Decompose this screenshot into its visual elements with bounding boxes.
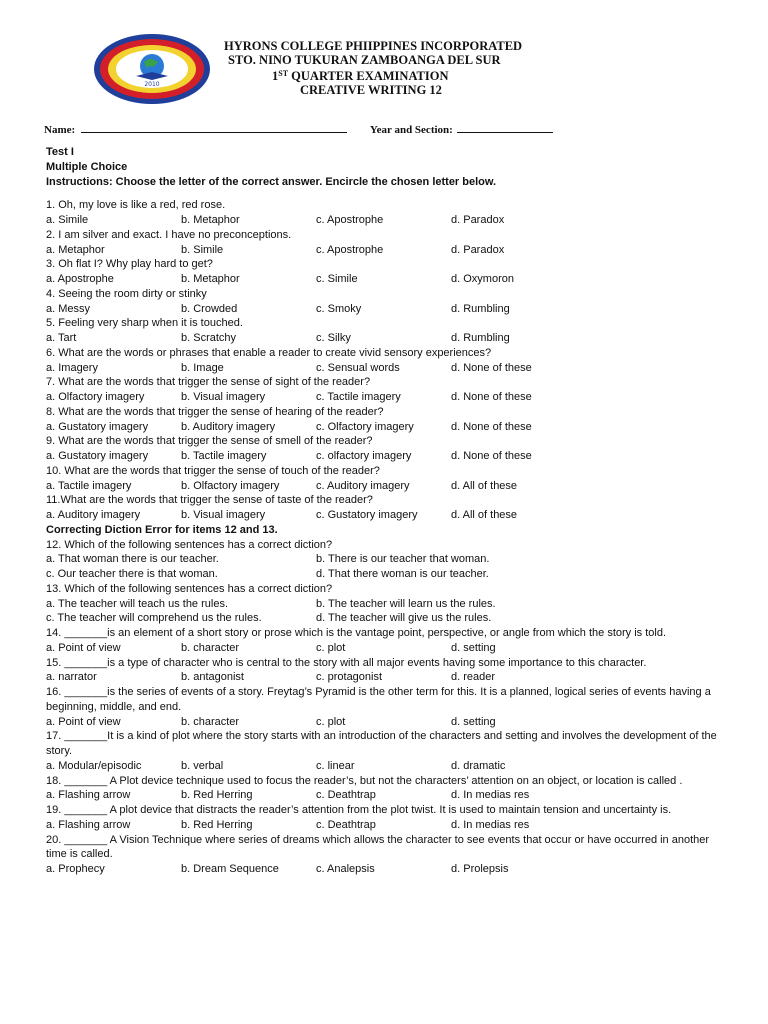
question-text: 10. What are the words that trigger the sense of touch of the reader?	[46, 464, 380, 477]
answer-choice[interactable]: d. setting	[451, 641, 496, 654]
answer-choice[interactable]: b. Dream Sequence	[181, 863, 279, 875]
answer-choice[interactable]: d. Oxymoron	[451, 273, 514, 285]
answer-choice[interactable]: b. Metaphor	[181, 273, 240, 285]
answer-choice[interactable]: a. Gustatory imagery	[46, 420, 149, 433]
answer-choice[interactable]: d. Rumbling	[451, 302, 510, 315]
answer-options	[46, 213, 726, 228]
answer-choice[interactable]: c. Silky	[316, 332, 351, 344]
answer-choice[interactable]: d. None of these	[451, 450, 532, 462]
answer-options	[46, 597, 726, 612]
logo-year: 2010	[144, 81, 160, 88]
answer-choice[interactable]: c. protagonist	[316, 671, 383, 684]
answer-options	[46, 449, 726, 464]
question-text: 1. Oh, my love is like a red, red rose.	[46, 199, 226, 212]
answer-choice[interactable]: c. olfactory imagery	[316, 450, 412, 462]
answer-choice[interactable]: d. All of these	[451, 479, 518, 492]
answer-choice[interactable]: d. The teacher will give us the rules.	[316, 612, 492, 625]
answer-choice[interactable]: d. None of these	[451, 391, 532, 403]
answer-choice[interactable]: a. Modular/episodic	[46, 759, 142, 772]
answer-choice[interactable]: d. That there woman is our teacher.	[316, 568, 489, 580]
answer-options	[46, 788, 726, 803]
answer-choice[interactable]: c. Apostrophe	[316, 243, 384, 256]
answer-choice[interactable]: a. Apostrophe	[46, 273, 114, 285]
answer-options	[46, 818, 726, 833]
answer-choice[interactable]: d. All of these	[451, 509, 518, 521]
question-text: 17. _______It is a kind of plot where the story starts with an introduction of the characters and setting and involves the development of the story.	[46, 730, 717, 757]
question-group-1	[46, 189, 726, 523]
year-section-label: Year and Section:	[369, 124, 453, 136]
answer-options	[46, 272, 726, 287]
answer-choice[interactable]: b. Olfactory imagery	[181, 479, 280, 492]
answer-options	[46, 508, 726, 523]
question-text: 5. Feeling very sharp when it is touched.	[46, 317, 243, 330]
answer-choice[interactable]: b. Crowded	[181, 302, 238, 315]
answer-choice[interactable]: b. verbal	[181, 759, 224, 772]
answer-choice[interactable]: a. Point of view	[46, 715, 121, 728]
question-text: 12. Which of the following sentences has a correct diction?	[46, 538, 333, 551]
question-text: 3. Oh flat I? Why play hard to get?	[46, 258, 213, 271]
answer-options	[46, 641, 726, 656]
header-text	[210, 40, 570, 97]
answer-options	[46, 243, 726, 258]
answer-options	[46, 611, 726, 626]
answer-choice[interactable]: b. There is our teacher that woman.	[316, 553, 490, 566]
question-group-2	[46, 538, 726, 627]
answer-choice[interactable]: c. plot	[316, 715, 346, 728]
question-text: 6. What are the words or phrases that enable a reader to create vivid sensory experiences?	[46, 346, 492, 359]
answer-choice[interactable]: a. narrator	[46, 671, 97, 684]
answer-choice[interactable]: c. Tactile imagery	[316, 391, 401, 403]
test-title: Test I	[46, 146, 74, 158]
question-text: 20. _______ A Vision Technique where series of dreams which allows the character to see events that occur or have occurred in another time is called.	[46, 833, 710, 861]
question-text: 15. _______is a type of character who is central to the story with all major events having some importance to this character.	[46, 656, 647, 669]
answer-choice[interactable]: d. Paradox	[451, 243, 505, 256]
answer-options	[46, 390, 726, 405]
question-text: 14. _______is an element of a short story or prose which is the vantage point, perspective, or angle from which the story is told.	[46, 627, 667, 639]
subject-title: CREATIVE WRITING 12	[300, 82, 442, 97]
answer-choice[interactable]: a. Metaphor	[46, 243, 105, 256]
answer-options	[46, 715, 726, 730]
answer-choice[interactable]: b. character	[181, 715, 240, 728]
question-text: 7. What are the words that trigger the sense of sight of the reader?	[46, 376, 371, 389]
answer-choice[interactable]: b. Image	[181, 361, 224, 374]
answer-choice[interactable]: a. Olfactory imagery	[46, 391, 145, 403]
answer-choice[interactable]: b. Simile	[181, 243, 224, 256]
answer-choice[interactable]: c. Auditory imagery	[316, 479, 410, 492]
question-text: 2. I am silver and exact. I have no preconceptions.	[46, 228, 292, 241]
answer-options	[46, 420, 726, 435]
answer-options	[46, 331, 726, 346]
answer-choice[interactable]: a. Messy	[46, 302, 91, 315]
answer-choice[interactable]: a. Tart	[46, 332, 77, 344]
answer-choice[interactable]: a. Gustatory imagery	[46, 450, 149, 462]
answer-choice[interactable]: b. Metaphor	[181, 214, 240, 226]
answer-choice[interactable]: b. Red Herring	[181, 789, 253, 802]
answer-choice[interactable]: d. None of these	[451, 420, 532, 433]
answer-choice[interactable]: b. character	[181, 641, 240, 654]
answer-choice[interactable]: c. plot	[316, 641, 346, 654]
question-text: 8. What are the words that trigger the sense of hearing of the reader?	[46, 405, 384, 418]
answer-choice[interactable]: a. Flashing arrow	[46, 789, 131, 802]
question-text: 13. Which of the following sentences has a correct diction?	[46, 582, 333, 595]
question-group-3	[46, 626, 726, 877]
answer-choice[interactable]: c. Sensual words	[316, 361, 400, 374]
answer-choice[interactable]: b. Tactile imagery	[181, 450, 267, 462]
answer-choice[interactable]: c. Analepsis	[316, 863, 375, 875]
answer-choice[interactable]: c. The teacher will comprehend us the rules.	[46, 612, 262, 625]
answer-choice[interactable]: c. Apostrophe	[316, 214, 384, 226]
exam-header	[0, 0, 768, 110]
answer-choice[interactable]: b. Auditory imagery	[181, 420, 276, 433]
answer-choice[interactable]: a. Point of view	[46, 641, 121, 654]
year-section-field[interactable]	[457, 122, 553, 133]
answer-choice[interactable]: d. In medias res	[451, 818, 530, 831]
answer-choice[interactable]: a. Prophecy	[46, 863, 105, 875]
answer-choice[interactable]: b. antagonist	[181, 671, 244, 684]
answer-options	[46, 552, 726, 567]
answer-choice[interactable]: c. linear	[316, 759, 355, 772]
answer-options	[46, 759, 726, 774]
answer-options	[46, 361, 726, 376]
answer-choice[interactable]: d. dramatic	[451, 759, 506, 772]
school-logo	[92, 32, 212, 106]
question-text: 18. _______ A Plot device technique used to focus the reader’s, but not the characters’ attention on an object, or location is called .	[46, 774, 683, 787]
answer-options	[46, 479, 726, 494]
school-name: HYRONS COLLEGE PHIIPPINES INCORPORATED	[224, 39, 523, 53]
answer-choice[interactable]: c. Deathtrap	[316, 789, 376, 802]
answer-choice[interactable]: d. In medias res	[451, 789, 530, 802]
answer-choice[interactable]: d. None of these	[451, 361, 532, 374]
question-text: 16. _______is the series of events of a story. Freytag’s Pyramid is the other term for this. It is a planned, logical series of events having a beginning, middle, and end.	[46, 686, 711, 713]
answer-choice[interactable]: d. setting	[451, 715, 496, 728]
answer-choice[interactable]: b. Red Herring	[181, 818, 253, 831]
question-text: 9. What are the words that trigger the sense of smell of the reader?	[46, 435, 373, 448]
answer-choice[interactable]: c. Simile	[316, 273, 358, 285]
answer-choice[interactable]: d. Rumbling	[451, 332, 510, 344]
answer-choice[interactable]: d. Prolepsis	[451, 863, 509, 875]
answer-options	[46, 567, 726, 582]
question-text: 4. Seeing the room dirty or stinky	[46, 287, 207, 300]
answer-choice[interactable]: a. That woman there is our teacher.	[46, 553, 219, 566]
answer-choice[interactable]: b. Visual imagery	[181, 391, 266, 403]
instructions: Instructions: Choose the letter of the correct answer. Encircle the chosen letter below.	[46, 175, 497, 188]
answer-choice[interactable]: c. Olfactory imagery	[316, 420, 414, 433]
answer-choice[interactable]: a. Simile	[46, 214, 89, 226]
answer-choice[interactable]: b. Visual imagery	[181, 509, 266, 521]
school-address: STO. NINO TUKURAN ZAMBOANGA DEL SUR	[228, 52, 501, 67]
answer-options	[46, 302, 726, 317]
answer-choice[interactable]: a. Auditory imagery	[46, 509, 141, 521]
answer-choice[interactable]: c. Deathtrap	[316, 818, 376, 831]
answer-choice[interactable]: a. The teacher will teach us the rules.	[46, 597, 229, 610]
answer-choice[interactable]: b. Scratchy	[181, 332, 237, 344]
answer-choice[interactable]: a. Imagery	[46, 361, 98, 374]
section-heading: Correcting Diction Error for items 12 and 13.	[46, 523, 278, 536]
answer-options	[46, 862, 726, 877]
answer-choice[interactable]: a. Flashing arrow	[46, 818, 131, 831]
answer-choice[interactable]: c. Smoky	[316, 302, 362, 315]
name-field[interactable]	[81, 122, 347, 133]
answer-choice[interactable]: c. Gustatory imagery	[316, 509, 418, 521]
answer-choice[interactable]: b. The teacher will learn us the rules.	[316, 597, 496, 610]
answer-choice[interactable]: d. reader	[451, 671, 496, 684]
answer-options	[46, 670, 726, 685]
exam-body	[46, 145, 726, 877]
test-type: Multiple Choice	[46, 160, 128, 173]
answer-choice[interactable]: d. Paradox	[451, 214, 505, 226]
student-info-line	[44, 122, 644, 136]
question-text: 19. _______ A plot device that distracts the reader’s attention from the plot twist. It is used to maintain tension and uncertainty is.	[46, 804, 672, 816]
exam-title: 1ST QUARTER EXAMINATION	[272, 69, 449, 83]
answer-choice[interactable]: a. Tactile imagery	[46, 479, 132, 492]
answer-choice[interactable]: c. Our teacher there is that woman.	[46, 568, 218, 580]
question-text: 11.What are the words that trigger the sense of taste of the reader?	[46, 494, 373, 507]
name-label: Name:	[44, 124, 76, 136]
